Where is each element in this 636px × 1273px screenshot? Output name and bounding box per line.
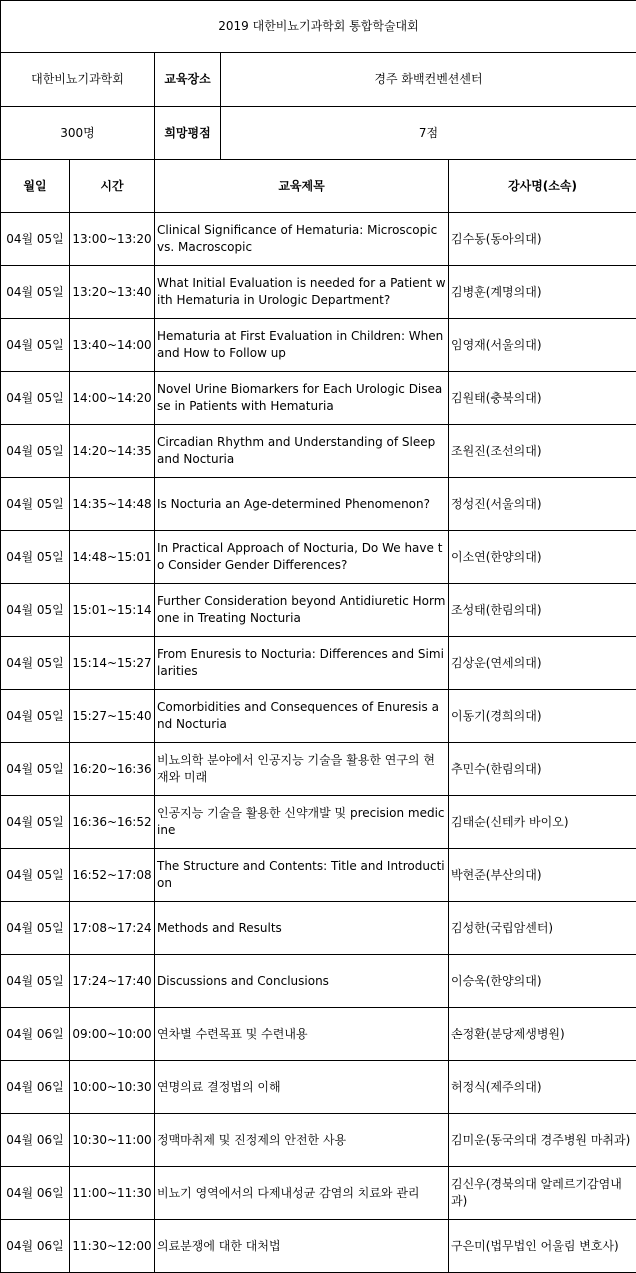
row-speaker: 손정환(분당제생병원) (449, 1008, 636, 1061)
row-speaker: 김신우(경북의대 알레르기감염내과) (449, 1167, 636, 1220)
header-topic: 교육제목 (155, 160, 449, 213)
row-speaker: 김성한(국립암센터) (449, 902, 636, 955)
row-time: 10:30~11:00 (70, 1114, 155, 1167)
table-row (1, 372, 636, 425)
table-row (1, 1061, 636, 1114)
row-speaker: 김원태(충북의대) (449, 372, 636, 425)
row-date: 04월 06일 (1, 1008, 70, 1061)
row-speaker: 이승욱(한양의대) (449, 955, 636, 1008)
row-topic: Further Consideration beyond Antidiuretic Hormone in Treating Nocturia (155, 584, 449, 637)
row-topic: Circadian Rhythm and Understanding of Sleep and Nocturia (155, 425, 449, 478)
row-topic: Is Nocturia an Age-determined Phenomenon? (155, 478, 449, 531)
row-date: 04월 05일 (1, 796, 70, 849)
header-speaker: 강사명(소속) (449, 160, 636, 213)
table-row (1, 319, 636, 372)
capacity-value: 300명 (1, 107, 155, 160)
row-date: 04월 05일 (1, 743, 70, 796)
row-time: 15:14~15:27 (70, 637, 155, 690)
row-time: 16:20~16:36 (70, 743, 155, 796)
row-speaker: 조성태(한림의대) (449, 584, 636, 637)
venue-value: 경주 화백컨벤션센터 (221, 53, 636, 107)
table-row (1, 1114, 636, 1167)
header-date: 월일 (1, 160, 70, 213)
row-date: 04월 05일 (1, 478, 70, 531)
row-date: 04월 05일 (1, 531, 70, 584)
row-time: 11:00~11:30 (70, 1167, 155, 1220)
row-time: 14:35~14:48 (70, 478, 155, 531)
row-topic: In Practical Approach of Nocturia, Do We have to Consider Gender Differences? (155, 531, 449, 584)
row-speaker: 박현준(부산의대) (449, 849, 636, 902)
row-topic: The Structure and Contents: Title and Introduction (155, 849, 449, 902)
row-date: 04월 05일 (1, 372, 70, 425)
row-time: 14:20~14:35 (70, 425, 155, 478)
row-time: 17:24~17:40 (70, 955, 155, 1008)
table-row (1, 849, 636, 902)
table-row (1, 1220, 636, 1273)
table-row (1, 796, 636, 849)
score-label: 희망평점 (155, 107, 221, 160)
row-date: 04월 05일 (1, 849, 70, 902)
row-time: 16:52~17:08 (70, 849, 155, 902)
row-topic: What Initial Evaluation is needed for a Patient with Hematuria in Urologic Department? (155, 266, 449, 319)
table-row (1, 266, 636, 319)
row-topic: 정맥마취제 및 진정제의 안전한 사용 (155, 1114, 449, 1167)
table-row (1, 425, 636, 478)
row-date: 04월 05일 (1, 955, 70, 1008)
table-row (1, 584, 636, 637)
row-time: 17:08~17:24 (70, 902, 155, 955)
row-date: 04월 06일 (1, 1061, 70, 1114)
organizer: 대한비뇨기과학회 (1, 53, 155, 107)
row-speaker: 허정식(제주의대) (449, 1061, 636, 1114)
row-time: 13:00~13:20 (70, 213, 155, 266)
row-time: 16:36~16:52 (70, 796, 155, 849)
table-row (1, 690, 636, 743)
header-row (1, 160, 636, 213)
row-speaker: 김수동(동아의대) (449, 213, 636, 266)
row-date: 04월 05일 (1, 266, 70, 319)
row-topic: From Enuresis to Nocturia: Differences and Similarities (155, 637, 449, 690)
row-topic: Clinical Significance of Hematuria: Microscopic vs. Macroscopic (155, 213, 449, 266)
row-date: 04월 05일 (1, 637, 70, 690)
table-row (1, 1008, 636, 1061)
schedule-rows (1, 213, 636, 1273)
table-row (1, 902, 636, 955)
row-time: 13:20~13:40 (70, 266, 155, 319)
row-topic: 의료분쟁에 대한 대처법 (155, 1220, 449, 1273)
row-date: 04월 05일 (1, 902, 70, 955)
row-date: 04월 06일 (1, 1220, 70, 1273)
row-speaker: 정성진(서울의대) (449, 478, 636, 531)
score-value: 7점 (221, 107, 636, 160)
row-speaker: 이동기(경희의대) (449, 690, 636, 743)
row-speaker: 임영재(서울의대) (449, 319, 636, 372)
row-date: 04월 05일 (1, 425, 70, 478)
event-title: 2019 대한비뇨기과학회 통합학술대회 (1, 1, 636, 53)
row-topic: Novel Urine Biomarkers for Each Urologic Disease in Patients with Hematuria (155, 372, 449, 425)
capacity-row (1, 107, 636, 160)
table-row (1, 531, 636, 584)
row-speaker: 조원진(조선의대) (449, 425, 636, 478)
table-row (1, 478, 636, 531)
row-date: 04월 06일 (1, 1114, 70, 1167)
row-speaker: 추민수(한림의대) (449, 743, 636, 796)
row-speaker: 김병훈(계명의대) (449, 266, 636, 319)
row-speaker: 김태순(신테카 바이오) (449, 796, 636, 849)
row-topic: 인공지능 기술을 활용한 신약개발 및 precision medicine (155, 796, 449, 849)
row-time: 10:00~10:30 (70, 1061, 155, 1114)
row-time: 13:40~14:00 (70, 319, 155, 372)
row-date: 04월 06일 (1, 1167, 70, 1220)
row-date: 04월 05일 (1, 319, 70, 372)
row-time: 14:00~14:20 (70, 372, 155, 425)
row-time: 15:27~15:40 (70, 690, 155, 743)
table-row (1, 213, 636, 266)
row-time: 11:30~12:00 (70, 1220, 155, 1273)
row-date: 04월 05일 (1, 690, 70, 743)
row-topic: 비뇨의학 분야에서 인공지능 기술을 활용한 연구의 현재와 미래 (155, 743, 449, 796)
venue-label: 교육장소 (155, 53, 221, 107)
row-topic: Discussions and Conclusions (155, 955, 449, 1008)
row-date: 04월 05일 (1, 213, 70, 266)
row-speaker: 김미운(동국의대 경주병원 마취과) (449, 1114, 636, 1167)
row-topic: 연명의료 결정법의 이해 (155, 1061, 449, 1114)
header-time: 시간 (70, 160, 155, 213)
title-row (1, 1, 636, 53)
row-speaker: 이소연(한양의대) (449, 531, 636, 584)
venue-row (1, 53, 636, 107)
row-time: 09:00~10:00 (70, 1008, 155, 1061)
row-speaker: 김상운(연세의대) (449, 637, 636, 690)
table-row (1, 743, 636, 796)
table-row (1, 1167, 636, 1220)
table-row (1, 955, 636, 1008)
row-topic: 비뇨기 영역에서의 다제내성균 감염의 치료와 관리 (155, 1167, 449, 1220)
row-topic: Methods and Results (155, 902, 449, 955)
table-row (1, 637, 636, 690)
row-date: 04월 05일 (1, 584, 70, 637)
row-time: 15:01~15:14 (70, 584, 155, 637)
row-time: 14:48~15:01 (70, 531, 155, 584)
row-speaker: 구은미(법무법인 어울림 변호사) (449, 1220, 636, 1273)
row-topic: Hematuria at First Evaluation in Children: When and How to Follow up (155, 319, 449, 372)
row-topic: 연차별 수련목표 및 수련내용 (155, 1008, 449, 1061)
row-topic: Comorbidities and Consequences of Enuresis and Nocturia (155, 690, 449, 743)
